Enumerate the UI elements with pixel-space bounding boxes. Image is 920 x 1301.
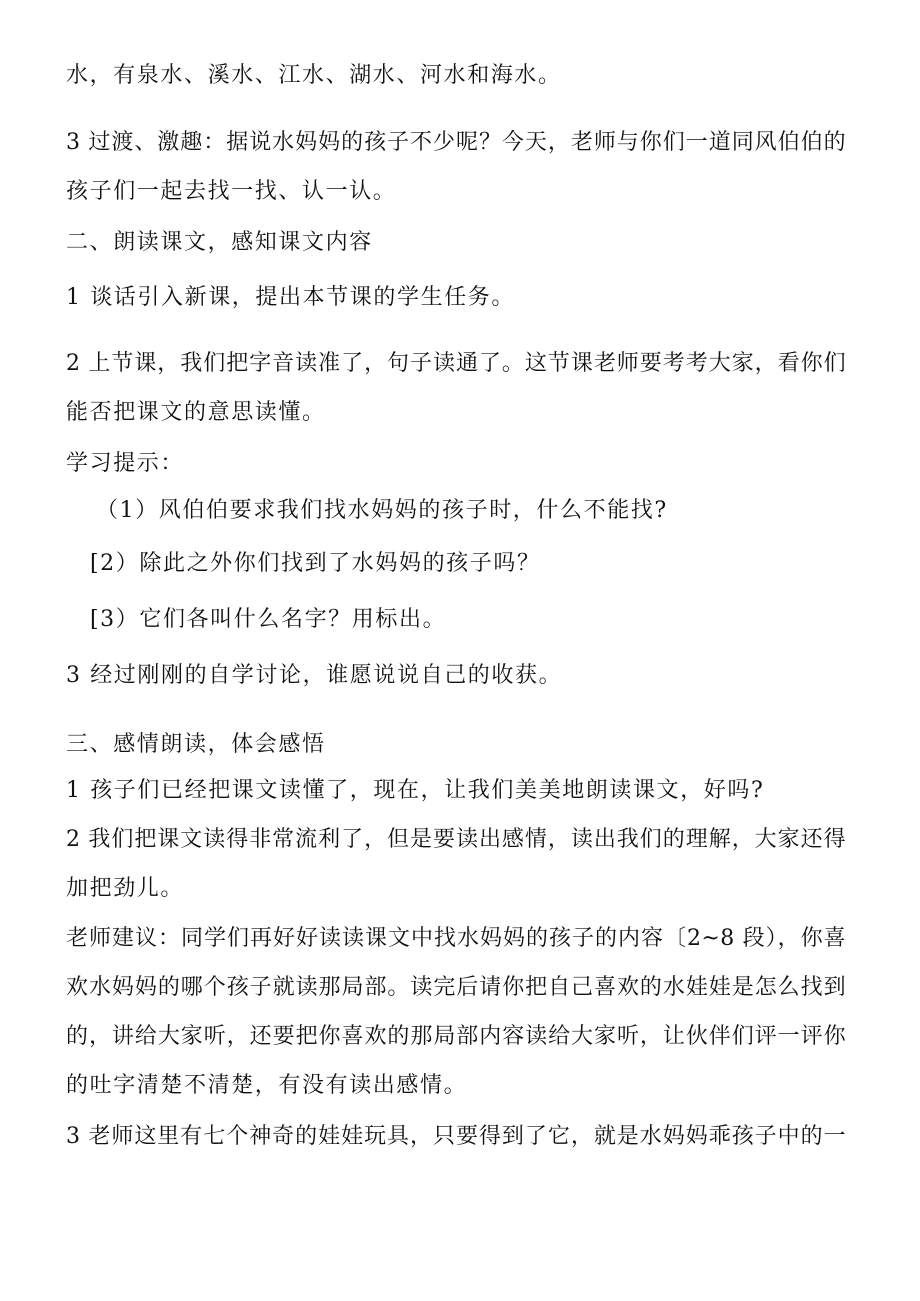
text-line-16: 加把劲儿。 (66, 876, 185, 901)
text-line-17: 老师建议：同学们再好好读读课文中找水妈妈的孩子的内容〔2~8 段），你喜 (66, 926, 846, 951)
text-line-15: 2 我们把课文读得非常流利了，但是要读出感情，读出我们的理解，大家还得 (66, 827, 846, 852)
section-heading-3: 三、感情朗读，体会感悟 (66, 732, 326, 757)
study-tip-2: [2）除此之外你们找到了水妈妈的孩子吗？ (90, 551, 541, 576)
text-line-18: 欢水妈妈的哪个孩子就读那局部。读完后请你把自己喜欢的水娃娃是怎么找到 (66, 975, 846, 1000)
section-heading-2: 二、朗读课文，感知课文内容 (66, 230, 373, 255)
text-line-19: 的，讲给大家听，还要把你喜欢的那局部内容读给大家听，让伙伴们评一评你 (66, 1024, 846, 1049)
text-line-7: 能否把课文的意思读懂。 (66, 400, 326, 425)
text-line-20: 的吐字清楚不清楚，有没有读出感情。 (66, 1073, 468, 1098)
text-line-21: 3 老师这里有七个神奇的娃娃玩具，只要得到了它，就是水妈妈乖孩子中的一 (66, 1124, 846, 1149)
text-line-12: 3 经过刚刚的自学讨论，谁愿说说自己的收获。 (66, 663, 563, 688)
study-tip-1: （1）风伯伯要求我们找水妈妈的孩子时，什么不能找? (96, 498, 668, 523)
text-line-6: 2 上节课，我们把字音读准了，句子读通了。这节课老师要考考大家，看你们 (66, 351, 846, 376)
text-line-1: 水，有泉水、溪水、江水、湖水、河水和海水。 (66, 63, 562, 88)
text-line-2: 3 过渡、激趣：据说水妈妈的孩子不少呢？今天，老师与你们一道同风伯伯的 (66, 130, 846, 155)
study-tip-3: [3）它们各叫什么名字？用标出。 (90, 607, 447, 632)
study-tips-label: 学习提示： (66, 451, 185, 476)
text-line-14: 1 孩子们已经把课文读懂了，现在，让我们美美地朗读课文，好吗? (66, 778, 765, 803)
text-line-3: 孩子们一起去找一找、认一认。 (66, 179, 397, 204)
text-line-5: 1 谈话引入新课，提出本节课的学生任务。 (66, 285, 515, 310)
